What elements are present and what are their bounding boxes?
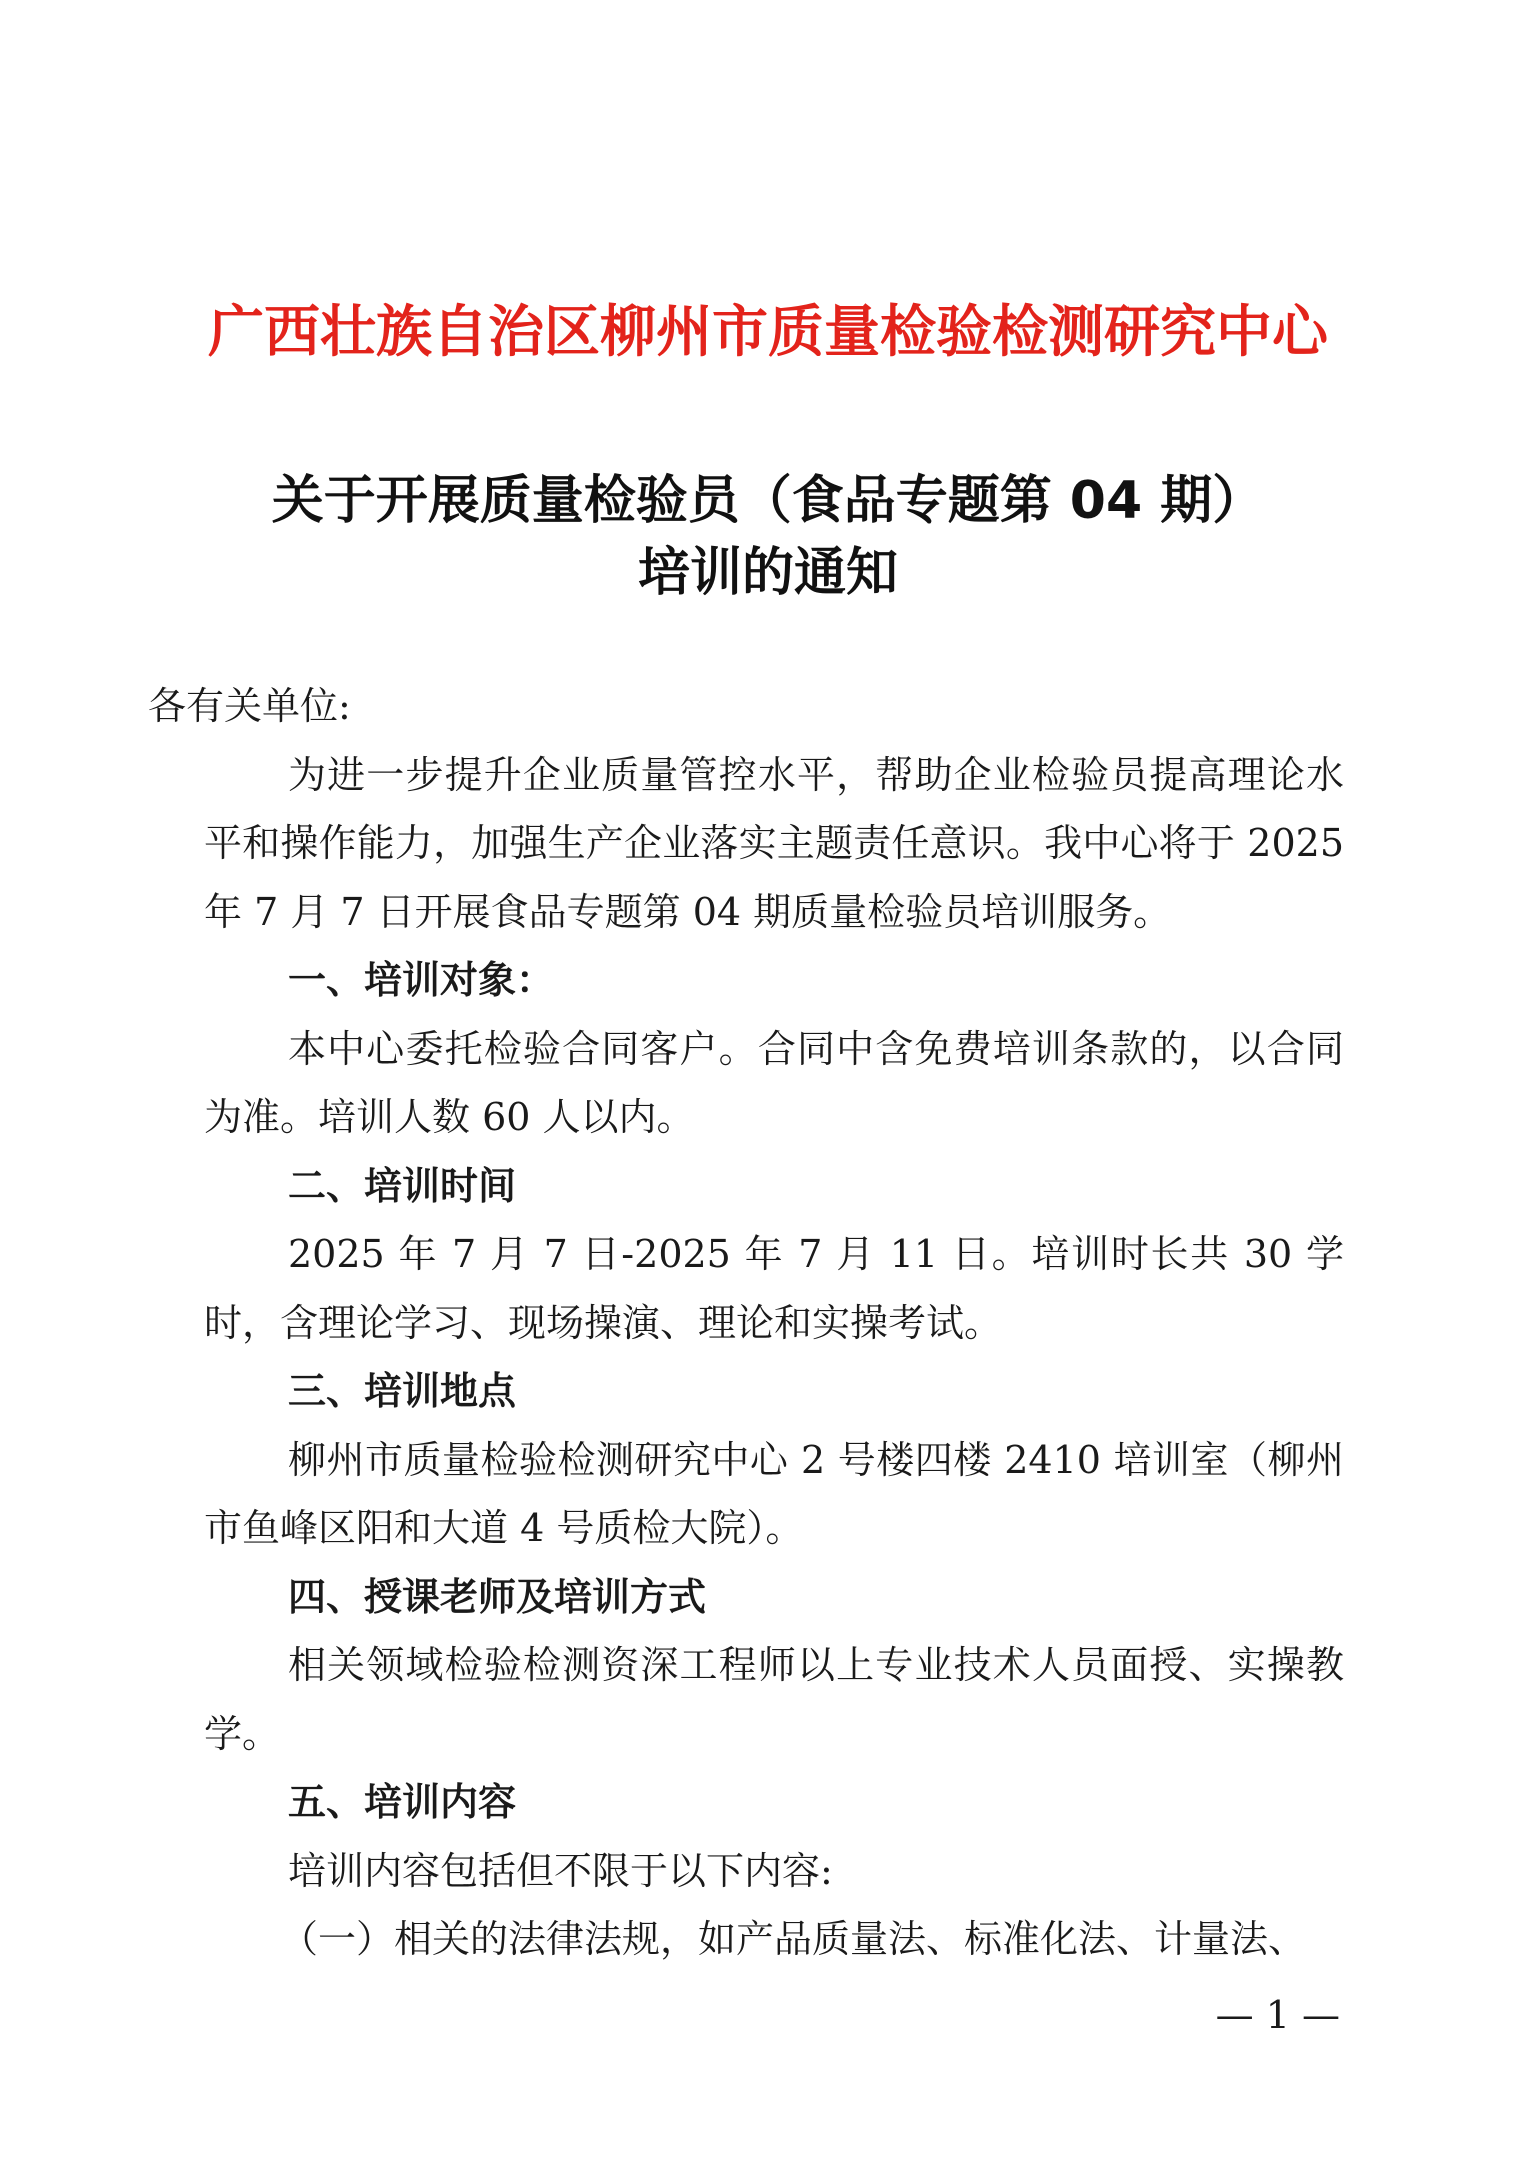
document-title [150, 465, 1386, 609]
section-heading-instructors: 四、授课老师及培训方式 [288, 1574, 707, 1619]
section-heading-time: 二、培训时间 [288, 1163, 517, 1208]
section-text-time: 2025 年 7 月 7 日-2025 年 7 月 11 日。培训时长共 30 学时，含理论学习、现场操演、理论和实操考试。 [204, 1232, 1344, 1345]
section-heading-location: 三、培训地点 [288, 1369, 517, 1413]
page-number: — 1 — [1215, 1993, 1340, 2037]
content-item-1: （一）相关的法律法规，如产品质量法、标准化法、计量法、 [280, 1917, 1307, 1961]
section-text-audience: 本中心委托检验合同客户。合同中含免费培训条款的，以合同为准。培训人数 60 人以内。 [204, 1026, 1344, 1139]
organization-header: 广西壮族自治区柳州市质量检验检测研究中心 [208, 299, 1328, 365]
intro-paragraph: 为进一步提升企业质量管控水平，帮助企业检验员提高理论水平和操作能力，加强生产企业落实主题责任意识。我中心将于 2025 年 7 月 7 日开展食品专题第 04 期质量检验员培训服务。 [204, 752, 1344, 934]
section-text-instructors: 相关领域检验检测资深工程师以上专业技术人员面授、实操教学。 [204, 1643, 1344, 1756]
document-title-line-1: 关于开展质量检验员（食品专题第 04 期） [271, 471, 1265, 531]
document-title-line-2: 培训的通知 [637, 543, 898, 603]
section-heading-audience: 一、培训对象： [288, 958, 555, 1002]
section-heading-content: 五、培训内容 [288, 1780, 517, 1824]
document-body [148, 672, 1344, 1974]
section-text-location: 柳州市质量检验检测研究中心 2 号楼四楼 2410 培训室（柳州市鱼峰区阳和大道 4 号质检大院）。 [204, 1437, 1344, 1550]
section-text-content: 培训内容包括但不限于以下内容: [288, 1848, 833, 1893]
salutation: 各有关单位: [148, 684, 351, 728]
